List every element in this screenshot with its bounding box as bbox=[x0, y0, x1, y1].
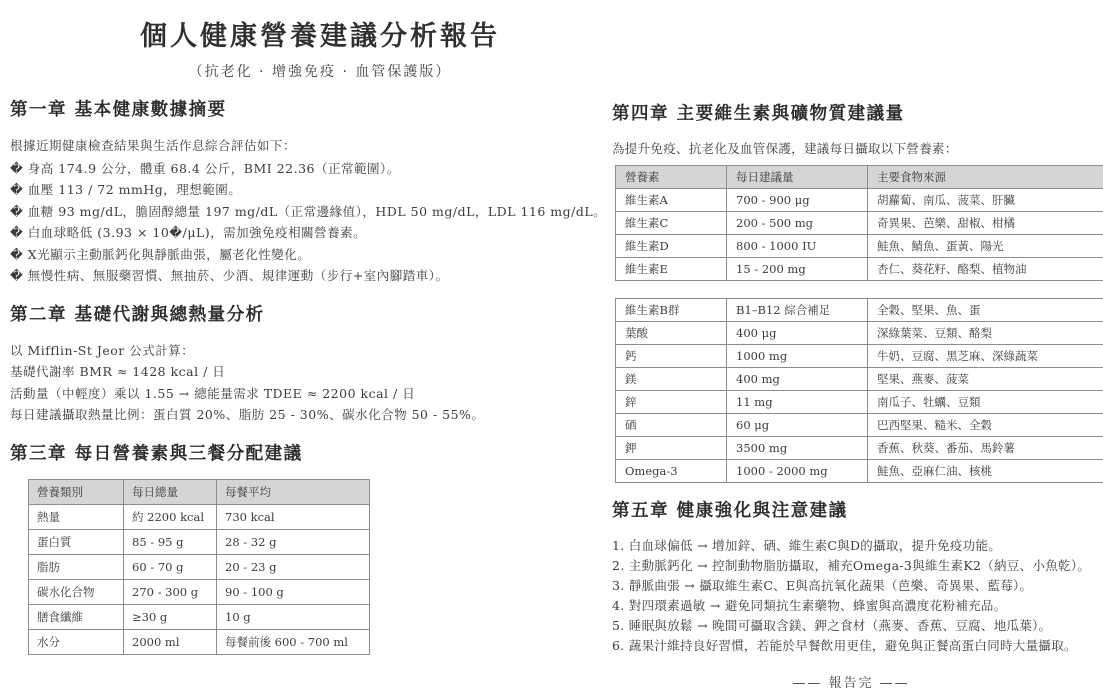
left-column bbox=[10, 96, 592, 655]
table-cell: 堅果、燕麥、菠菜 bbox=[868, 368, 1103, 391]
chapter3-heading: 第三章 每日營養素與三餐分配建議 bbox=[10, 440, 592, 465]
table-row bbox=[616, 299, 1103, 322]
column-header: 每餐平均 bbox=[217, 479, 370, 504]
table-cell: 巴西堅果、糙米、全穀 bbox=[868, 414, 1103, 437]
table-cell: 鎂 bbox=[616, 368, 727, 391]
text-line: 6. 蔬果汁維持良好習慣，若能於早餐飲用更佳，避免與正餐高蛋白同時大量攝取。 bbox=[612, 636, 1090, 656]
table-cell: 維生素A bbox=[616, 189, 727, 212]
table-cell: 水分 bbox=[29, 629, 124, 654]
daily-nutrient-distribution-table bbox=[28, 479, 370, 655]
table-row bbox=[616, 391, 1103, 414]
text-line: 活動量（中輕度）乘以 1.55 → 總能量需求 TDEE ≈ 2200 kcal / 日 bbox=[10, 383, 592, 405]
table-cell: 南瓜子、牡蠣、豆類 bbox=[868, 391, 1103, 414]
table-cell: 脂肪 bbox=[29, 554, 124, 579]
table-row bbox=[29, 504, 370, 529]
text-line: 4. 對四環素過敏 → 避免同類抗生素藥物、蜂蜜與高濃度花粉補充品。 bbox=[612, 596, 1090, 616]
table-cell: 熱量 bbox=[29, 504, 124, 529]
table-cell: 1000 - 2000 mg bbox=[727, 460, 868, 483]
table-cell: 730 kcal bbox=[217, 504, 370, 529]
table-header-row bbox=[616, 166, 1103, 189]
table-cell: 28 - 32 g bbox=[217, 529, 370, 554]
section-chapter2 bbox=[10, 301, 592, 426]
column-header: 營養類別 bbox=[29, 479, 124, 504]
table-cell: 維生素D bbox=[616, 235, 727, 258]
text-line: � 白血球略低 (3.93 × 10�/μL)，需加強免疫相關營養素。 bbox=[10, 222, 592, 244]
column-header: 每日建議量 bbox=[727, 166, 868, 189]
text-line: 1. 白血球偏低 → 增加鋅、硒、維生素C與D的攝取，提升免疫功能。 bbox=[612, 536, 1090, 556]
table-cell: 香蕉、秋葵、番茄、馬鈴薯 bbox=[868, 437, 1103, 460]
table-cell: 維生素E bbox=[616, 258, 727, 281]
table-cell: 鉀 bbox=[616, 437, 727, 460]
chapter4-heading: 第四章 主要維生素與礦物質建議量 bbox=[612, 100, 1090, 125]
table-cell: 維生素C bbox=[616, 212, 727, 235]
text-line: 3. 靜脈曲張 → 攝取維生素C、E與高抗氧化蔬果（芭樂、奇異果、藍莓）。 bbox=[612, 576, 1090, 596]
column-header: 每日總量 bbox=[124, 479, 217, 504]
report-title: 個人健康營養建議分析報告 bbox=[0, 14, 640, 53]
section-chapter5 bbox=[612, 497, 1090, 656]
column-header: 主要食物來源 bbox=[868, 166, 1103, 189]
table-cell: ≥30 g bbox=[124, 604, 217, 629]
chapter1-bullet-list bbox=[10, 158, 592, 287]
table-row bbox=[29, 604, 370, 629]
mineral-recommendation-table bbox=[615, 298, 1103, 483]
section-chapter3 bbox=[10, 440, 592, 655]
table-cell: 20 - 23 g bbox=[217, 554, 370, 579]
chapter2-heading: 第二章 基礎代謝與總熱量分析 bbox=[10, 301, 592, 326]
table-row bbox=[616, 414, 1103, 437]
table-row bbox=[29, 579, 370, 604]
text-line: � 無慢性病、無服藥習慣、無抽菸、少酒、規律運動（步行+室內腳踏車）。 bbox=[10, 265, 592, 287]
table-row bbox=[616, 437, 1103, 460]
table-cell: 每餐前後 600 - 700 ml bbox=[217, 629, 370, 654]
table-cell: 杏仁、葵花籽、酪梨、植物油 bbox=[868, 258, 1103, 281]
chapter4-intro: 為提升免疫、抗老化及血管保護，建議每日攝取以下營養素： bbox=[612, 139, 1090, 159]
table-cell: 60 μg bbox=[727, 414, 868, 437]
table-cell: 700 - 900 μg bbox=[727, 189, 868, 212]
table-row bbox=[29, 529, 370, 554]
table-row bbox=[29, 629, 370, 654]
table-cell: 奇異果、芭樂、甜椒、柑橘 bbox=[868, 212, 1103, 235]
text-line: 基礎代謝率 BMR ≈ 1428 kcal / 日 bbox=[10, 361, 592, 383]
column-header: 營養素 bbox=[616, 166, 727, 189]
text-line: � X光顯示主動脈鈣化與靜脈曲張，屬老化性變化。 bbox=[10, 244, 592, 266]
table-cell: 鮭魚、亞麻仁油、核桃 bbox=[868, 460, 1103, 483]
table-cell: 維生素B群 bbox=[616, 299, 727, 322]
table-cell: 85 - 95 g bbox=[124, 529, 217, 554]
table-cell: 碳水化合物 bbox=[29, 579, 124, 604]
table-cell: 約 2200 kcal bbox=[124, 504, 217, 529]
table-cell: 全穀、堅果、魚、蛋 bbox=[868, 299, 1103, 322]
table-header-row bbox=[29, 479, 370, 504]
chapter1-heading: 第一章 基本健康數據摘要 bbox=[10, 96, 592, 121]
text-line: 5. 睡眠與放鬆 → 晚間可攝取含鎂、鉀之食材（燕麥、香蕉、豆腐、地瓜葉）。 bbox=[612, 616, 1090, 636]
table-cell: 硒 bbox=[616, 414, 727, 437]
table-row bbox=[616, 258, 1103, 281]
text-line: � 身高 174.9 公分，體重 68.4 公斤，BMI 22.36（正常範圍）。 bbox=[10, 158, 592, 180]
table-cell: 60 - 70 g bbox=[124, 554, 217, 579]
table-cell: 3500 mg bbox=[727, 437, 868, 460]
table-row bbox=[29, 554, 370, 579]
report-subtitle: （抗老化 · 增強免疫 · 血管保護版） bbox=[0, 61, 640, 81]
section-chapter4 bbox=[612, 100, 1090, 483]
table-cell: 270 - 300 g bbox=[124, 579, 217, 604]
table-cell: 800 - 1000 IU bbox=[727, 235, 868, 258]
chapter1-intro: 根據近期健康檢查結果與生活作息綜合評估如下： bbox=[10, 135, 592, 157]
text-line: 以 Mifflin-St Jeor 公式計算： bbox=[10, 340, 592, 362]
table-cell: 葉酸 bbox=[616, 322, 727, 345]
table-cell: 深綠葉菜、豆類、酪梨 bbox=[868, 322, 1103, 345]
table-cell: 鈣 bbox=[616, 345, 727, 368]
chapter5-heading: 第五章 健康強化與注意建議 bbox=[612, 497, 1090, 522]
table-cell: 400 mg bbox=[727, 368, 868, 391]
table-cell: 400 μg bbox=[727, 322, 868, 345]
table-cell: Omega-3 bbox=[616, 460, 727, 483]
text-line: 2. 主動脈鈣化 → 控制動物脂肪攝取，補充Omega-3與維生素K2（納豆、小魚乾）。 bbox=[612, 556, 1090, 576]
table-cell: 90 - 100 g bbox=[217, 579, 370, 604]
table-row bbox=[616, 368, 1103, 391]
table-cell: 鮭魚、鯖魚、蛋黃、陽光 bbox=[868, 235, 1103, 258]
report-end-marker: —— 報告完 —— bbox=[612, 672, 1090, 691]
table-cell: 膳食纖維 bbox=[29, 604, 124, 629]
table-cell: 牛奶、豆腐、黑芝麻、深綠蔬菜 bbox=[868, 345, 1103, 368]
section-chapter1 bbox=[10, 96, 592, 287]
chapter5-advice-list bbox=[612, 536, 1090, 656]
table-cell: 鋅 bbox=[616, 391, 727, 414]
table-row bbox=[616, 460, 1103, 483]
chapter2-lines bbox=[10, 340, 592, 426]
report-header bbox=[0, 14, 640, 81]
table-cell: 15 - 200 mg bbox=[727, 258, 868, 281]
table-cell: 2000 ml bbox=[124, 629, 217, 654]
text-line: � 血壓 113 / 72 mmHg，理想範圍。 bbox=[10, 179, 592, 201]
table-cell: 10 g bbox=[217, 604, 370, 629]
text-line: 每日建議攝取熱量比例：蛋白質 20%、脂肪 25 - 30%、碳水化合物 50 - 55%。 bbox=[10, 404, 592, 426]
table-cell: 蛋白質 bbox=[29, 529, 124, 554]
right-column bbox=[612, 100, 1090, 691]
table-row bbox=[616, 212, 1103, 235]
vitamin-recommendation-table bbox=[615, 165, 1103, 281]
table-row bbox=[616, 235, 1103, 258]
table-row bbox=[616, 189, 1103, 212]
table-row bbox=[616, 322, 1103, 345]
table-cell: 11 mg bbox=[727, 391, 868, 414]
table-row bbox=[616, 345, 1103, 368]
text-line: � 血糖 93 mg/dL，膽固醇總量 197 mg/dL（正常邊緣值），HDL 50 mg/dL，LDL 116 mg/dL。 bbox=[10, 201, 592, 223]
table-cell: 200 - 500 mg bbox=[727, 212, 868, 235]
table-cell: B1–B12 綜合補足 bbox=[727, 299, 868, 322]
table-cell: 胡蘿蔔、南瓜、菠菜、肝臟 bbox=[868, 189, 1103, 212]
table-cell: 1000 mg bbox=[727, 345, 868, 368]
